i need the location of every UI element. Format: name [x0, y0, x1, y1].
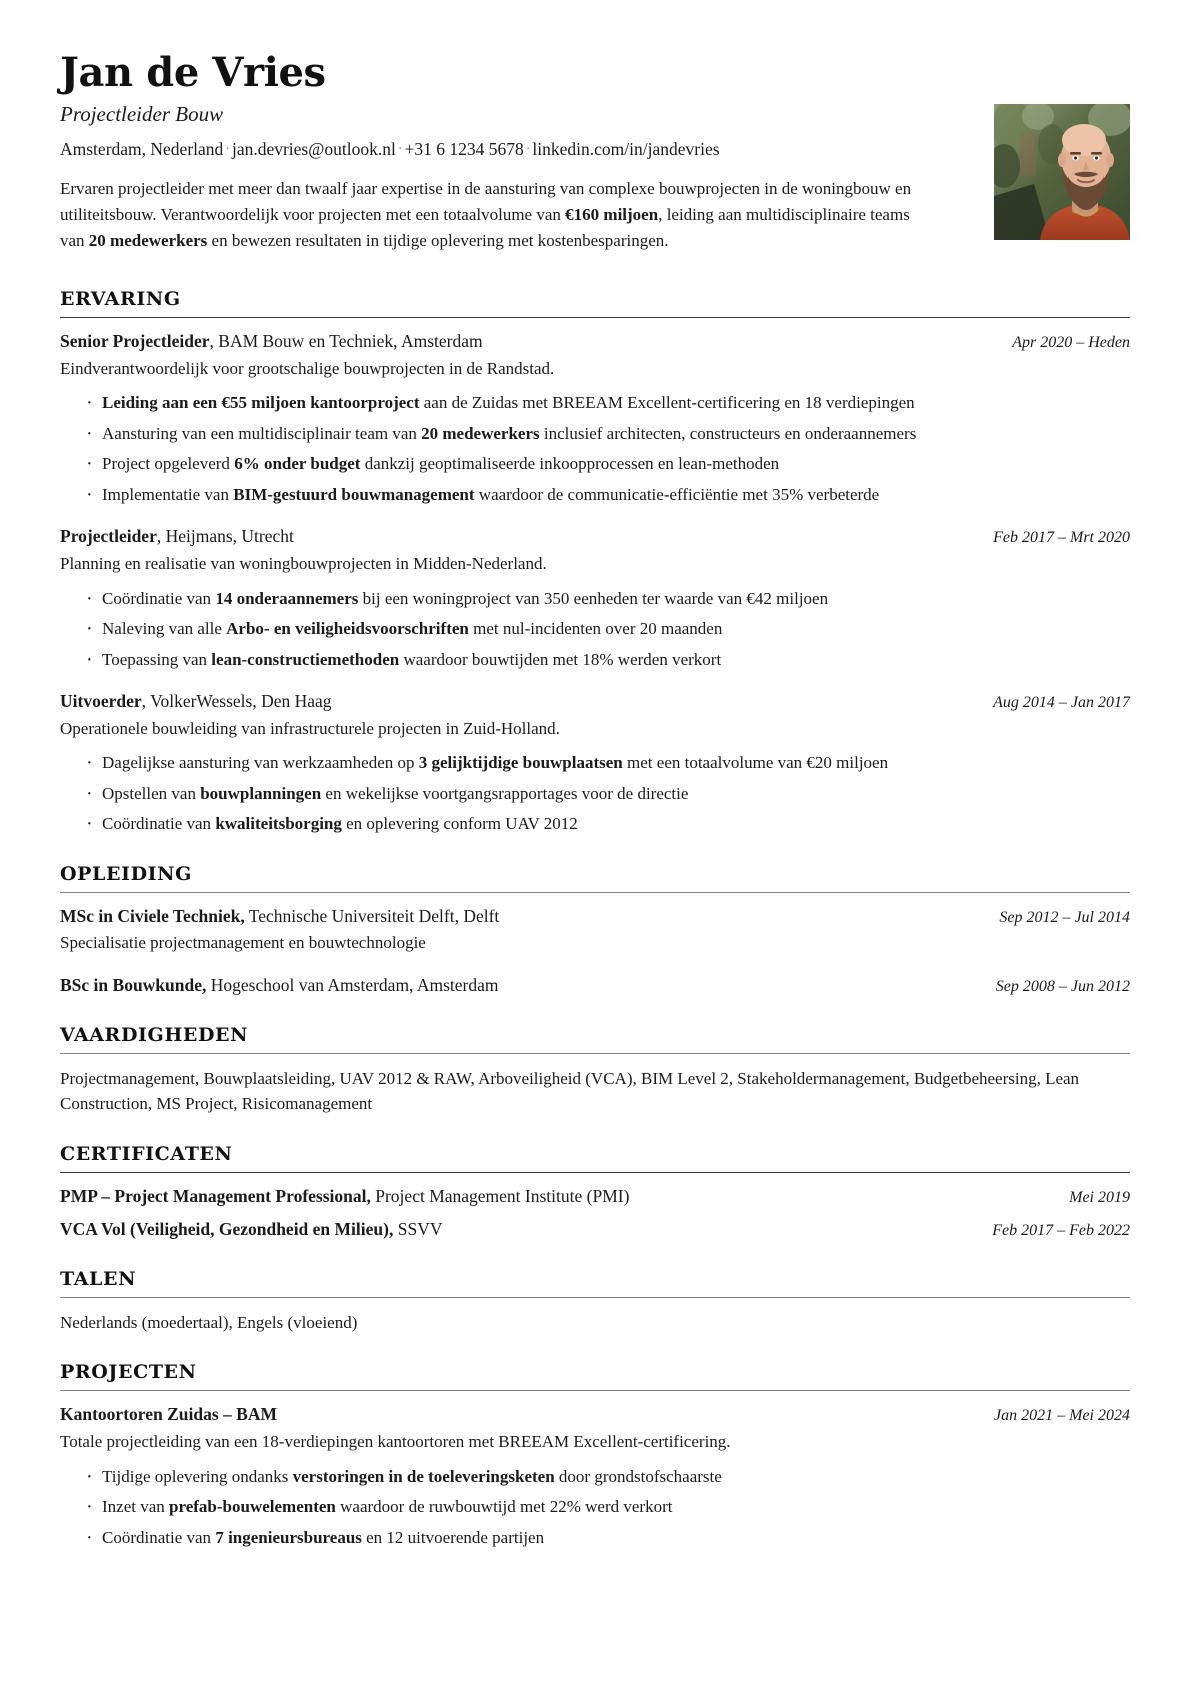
project-entry-head — [60, 1403, 1130, 1427]
bullet-rest: dankzij geoptimaliseerde inkoopprocessen en lean-methoden — [360, 454, 780, 474]
bullet-prefix: Coördinatie van — [102, 814, 216, 834]
experience-entry-head — [60, 330, 1130, 354]
languages-text: Nederlands (moedertaal), Engels (vloeiend) — [60, 1312, 358, 1332]
experience-description: Operationele bouwleiding van infrastructurele projecten in Zuid-Holland. — [60, 718, 560, 738]
section-certificaten — [60, 1143, 1130, 1242]
bullet-prefix: Opstellen van — [102, 783, 201, 803]
section-ervaring — [60, 288, 1130, 837]
experience-bullet-list — [60, 390, 1130, 507]
summary-part-1: Ervaren projectleider met meer dan twaalf jaar expertise in de aansturing van complexe bouwprojecten in de woningbouw en utiliteitsbouw. Verantwoordelijk voor projecten met een totaalvolume van — [60, 179, 912, 225]
bullet-rest: met nul-incidenten over 20 maanden — [468, 619, 723, 639]
bullet-prefix: Coördinatie van — [102, 588, 216, 608]
experience-bullet-list — [60, 586, 1130, 673]
experience-company: , Heijmans, Utrecht — [156, 526, 294, 547]
list-item — [86, 781, 1130, 812]
list-item — [86, 1464, 1130, 1495]
list-item — [86, 1494, 1130, 1525]
certificate-name: VCA Vol (Veiligheid, Gezondheid en Milieu), — [60, 1219, 394, 1240]
certificate-title — [60, 1218, 976, 1242]
bullet-rest: waardoor bouwtijden met 18% werden verkort — [399, 649, 722, 669]
project-description: Totale projectleiding van een 18-verdiepingen kantoortoren met BREEAM Excellent-certificering. — [60, 1432, 731, 1452]
bullet-rest: en wekelijkse voortgangsrapportages voor de directie — [321, 783, 689, 803]
bullet-prefix: Inzet van — [102, 1497, 170, 1517]
resume-header — [60, 49, 1130, 262]
bullet-highlight: kwaliteitsborging — [215, 814, 342, 834]
bullet-rest: met een totaalvolume van €20 miljoen — [622, 753, 889, 773]
education-title — [60, 905, 983, 929]
list-item — [86, 421, 1130, 452]
experience-bullet-list — [60, 750, 1130, 837]
certificate-entry-head — [60, 1218, 1130, 1242]
experience-role: Projectleider — [60, 526, 157, 547]
page-title: Jan de Vries — [60, 49, 326, 96]
list-item — [86, 451, 1130, 482]
experience-title — [60, 525, 977, 549]
experience-company: , BAM Bouw en Techniek, Amsterdam — [209, 331, 483, 351]
experience-description: Eindverantwoordelijk voor grootschalige bouwprojecten in de Randstad. — [60, 358, 555, 378]
summary-highlight-team: 20 medewerkers — [88, 230, 208, 250]
experience-title — [60, 690, 977, 714]
bullet-highlight: verstoringen in de toeleveringsketen — [292, 1466, 555, 1486]
section-vaardigheden — [60, 1024, 1130, 1117]
section-heading-opleiding: OPLEIDING — [60, 862, 192, 885]
summary-part-2: , leiding aan multidisciplinaire teams van — [60, 205, 910, 250]
section-heading-ervaring: ERVARING — [60, 288, 181, 310]
project-title — [60, 1403, 978, 1427]
bullet-highlight: 3 gelijktijdige bouwplaatsen — [418, 753, 623, 773]
bullet-highlight: bouwplanningen — [200, 783, 322, 803]
bullet-prefix: Tijdige oplevering ondanks — [102, 1466, 293, 1486]
education-entry — [60, 905, 1130, 956]
list-item — [86, 1525, 1130, 1551]
section-divider — [60, 317, 1130, 318]
experience-role: Uitvoerder — [60, 691, 142, 712]
job-title-subtitle: Projectleider Bouw — [60, 102, 224, 127]
list-item — [86, 647, 1130, 673]
section-divider — [60, 1053, 1130, 1054]
bullet-highlight: 7 ingenieursbureaus — [215, 1527, 362, 1547]
contact-separator-icon: · — [397, 141, 403, 157]
section-divider — [60, 1390, 1130, 1391]
education-title — [60, 974, 980, 998]
bullet-rest: en oplevering conform UAV 2012 — [341, 814, 578, 834]
experience-date: Aug 2014 – Jan 2017 — [993, 694, 1130, 712]
experience-title — [60, 330, 996, 354]
education-date: Sep 2012 – Jul 2014 — [999, 908, 1130, 926]
summary-part-3: en bewezen resultaten in tijdige oplevering met kostenbesparingen. — [207, 230, 669, 250]
bullet-highlight: prefab-bouwelementen — [169, 1497, 336, 1517]
summary-highlight-budget: €160 miljoen — [565, 205, 659, 225]
section-opleiding — [60, 863, 1130, 998]
profile-photo — [994, 104, 1130, 240]
experience-date: Apr 2020 – Heden — [1012, 334, 1130, 351]
education-entry-head — [60, 905, 1130, 929]
contact-separator-icon: · — [525, 141, 531, 157]
experience-role: Senior Projectleider — [60, 331, 210, 351]
bullet-prefix: Coördinatie van — [102, 1527, 216, 1547]
project-name: Kantoortoren Zuidas – BAM — [60, 1404, 277, 1425]
list-item — [86, 811, 1130, 837]
section-divider — [60, 892, 1130, 893]
header-text-block — [60, 49, 1130, 254]
bullet-prefix: Implementatie van — [102, 484, 234, 504]
certificate-entry — [60, 1185, 1130, 1209]
bullet-rest: inclusief architecten, constructeurs en onderaannemers — [539, 423, 917, 443]
experience-description: Planning en realisatie van woningbouwprojecten in Midden-Nederland. — [60, 553, 547, 573]
experience-entry — [60, 525, 1130, 672]
bullet-prefix: Toepassing van — [102, 649, 212, 669]
list-item — [86, 390, 1130, 421]
bullet-highlight: 6% onder budget — [234, 454, 361, 474]
certificate-name: PMP – Project Management Professional, — [60, 1185, 371, 1206]
bullet-highlight: BIM-gestuurd bouwmanagement — [233, 484, 475, 504]
education-entry — [60, 974, 1130, 998]
bullet-rest: aan de Zuidas met BREEAM Excellent-certificering en 18 verdiepingen — [419, 393, 915, 413]
education-school: Technische Universiteit Delft, Delft — [244, 905, 500, 926]
project-bullet-list — [60, 1464, 1130, 1551]
education-date: Sep 2008 – Jun 2012 — [995, 978, 1130, 996]
certificate-title — [60, 1185, 1053, 1209]
education-entry-head — [60, 974, 1130, 998]
bullet-prefix: Dagelijkse aansturing van werkzaamheden op — [102, 753, 419, 773]
list-item — [86, 750, 1130, 781]
section-heading-vaardigheden: VAARDIGHEDEN — [60, 1023, 249, 1046]
experience-entry — [60, 330, 1130, 507]
experience-entry-head — [60, 525, 1130, 549]
bullet-rest: waardoor de ruwbouwtijd met 22% werd verkort — [335, 1497, 673, 1517]
list-item — [86, 482, 1130, 508]
contact-line — [60, 138, 930, 161]
certificate-issuer: SSVV — [393, 1219, 443, 1240]
contact-separator-icon: · — [225, 141, 230, 157]
education-description: Specialisatie projectmanagement en bouwtechnologie — [60, 933, 426, 953]
experience-date: Feb 2017 – Mrt 2020 — [993, 529, 1130, 547]
bullet-highlight: Leiding aan een €55 miljoen kantoorproject — [102, 393, 420, 413]
list-item — [86, 586, 1130, 617]
contact-linkedin[interactable]: linkedin.com/in/jandevries — [532, 138, 720, 159]
bullet-rest: waardoor de communicatie-efficiëntie met 35% verbeterde — [474, 484, 880, 504]
bullet-highlight: 14 onderaannemers — [215, 588, 359, 608]
section-projecten — [60, 1361, 1130, 1550]
education-degree: MSc in Civiele Techniek, — [60, 905, 245, 926]
profile-summary — [60, 176, 930, 253]
section-talen — [60, 1268, 1130, 1336]
bullet-rest: bij een woningproject van 350 eenheden ter waarde van €42 miljoen — [358, 588, 829, 608]
certificate-date: Mei 2019 — [1069, 1188, 1130, 1206]
bullet-rest: door grondstofschaarste — [554, 1466, 722, 1486]
profile-photo-image — [994, 104, 1130, 240]
bullet-rest: en 12 uitvoerende partijen — [361, 1527, 545, 1547]
education-school: Hogeschool van Amsterdam, Amsterdam — [206, 975, 499, 996]
contact-email[interactable]: jan.devries@outlook.nl — [231, 138, 396, 159]
section-divider — [60, 1297, 1130, 1298]
experience-entry — [60, 690, 1130, 837]
certificate-date: Feb 2017 – Feb 2022 — [992, 1222, 1130, 1240]
skills-text: Projectmanagement, Bouwplaatsleiding, UAV 2012 & RAW, Arboveiligheid (VCA), BIM Level 2, Stakeholdermanagement, Budgetbeheersing, Lean Construction, MS Project, Risicomanagement — [60, 1068, 1080, 1114]
certificate-entry-head — [60, 1185, 1130, 1209]
bullet-prefix: Aansturing van een multidisciplinair team van — [102, 423, 422, 443]
certificate-issuer: Project Management Institute (PMI) — [370, 1185, 630, 1206]
section-heading-projecten: PROJECTEN — [60, 1361, 197, 1384]
experience-company: , VolkerWessels, Den Haag — [141, 691, 332, 712]
project-entry — [60, 1403, 1130, 1550]
bullet-highlight: Arbo- en veiligheidsvoorschriften — [226, 619, 469, 639]
section-divider — [60, 1172, 1130, 1173]
section-heading-talen: TALEN — [60, 1267, 137, 1290]
section-heading-certificaten: CERTIFICATEN — [60, 1142, 233, 1165]
experience-entry-head — [60, 690, 1130, 714]
bullet-prefix: Naleving van alle — [102, 619, 227, 639]
education-degree: BSc in Bouwkunde, — [60, 975, 207, 996]
bullet-highlight: 20 medewerkers — [421, 423, 540, 443]
project-date: Jan 2021 – Mei 2024 — [994, 1407, 1130, 1425]
bullet-highlight: lean-constructiemethoden — [211, 649, 400, 669]
bullet-prefix: Project opgeleverd — [102, 454, 235, 474]
certificate-entry — [60, 1218, 1130, 1242]
list-item — [86, 616, 1130, 647]
contact-phone[interactable]: +31 6 1234 5678 — [404, 138, 524, 159]
contact-location: Amsterdam, Nederland — [60, 138, 224, 159]
